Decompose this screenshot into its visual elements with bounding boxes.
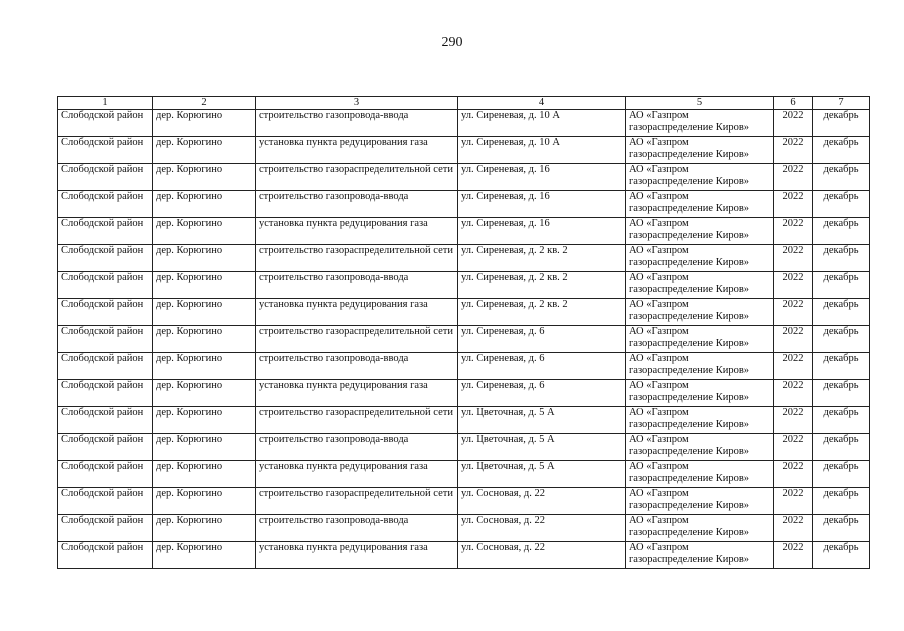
month-cell: декабрь xyxy=(813,164,870,191)
address-cell: ул. Сиреневая, д. 6 xyxy=(458,326,626,353)
address-cell: ул. Сосновая, д. 22 xyxy=(458,488,626,515)
organization-cell: АО «Газпром газораспределение Киров» xyxy=(626,326,774,353)
organization-cell: АО «Газпром газораспределение Киров» xyxy=(626,353,774,380)
year-cell: 2022 xyxy=(774,218,813,245)
work-type-cell: установка пункта редуцирования газа xyxy=(256,380,458,407)
locality-cell: дер. Корюгино xyxy=(153,353,256,380)
address-cell: ул. Сиреневая, д. 6 xyxy=(458,353,626,380)
organization-cell: АО «Газпром газораспределение Киров» xyxy=(626,434,774,461)
month-cell: декабрь xyxy=(813,245,870,272)
month-cell: декабрь xyxy=(813,272,870,299)
district-cell: Слободской район xyxy=(58,272,153,299)
column-header: 4 xyxy=(458,97,626,110)
district-cell: Слободской район xyxy=(58,218,153,245)
work-type-cell: строительство газопровода-ввода xyxy=(256,272,458,299)
month-cell: декабрь xyxy=(813,515,870,542)
year-cell: 2022 xyxy=(774,137,813,164)
district-cell: Слободской район xyxy=(58,488,153,515)
table-row xyxy=(58,380,870,407)
work-type-cell: установка пункта редуцирования газа xyxy=(256,218,458,245)
district-cell: Слободской район xyxy=(58,110,153,137)
locality-cell: дер. Корюгино xyxy=(153,299,256,326)
month-cell: декабрь xyxy=(813,299,870,326)
year-cell: 2022 xyxy=(774,434,813,461)
work-type-cell: установка пункта редуцирования газа xyxy=(256,137,458,164)
organization-cell: АО «Газпром газораспределение Киров» xyxy=(626,299,774,326)
work-type-cell: строительство газораспределительной сети xyxy=(256,326,458,353)
locality-cell: дер. Корюгино xyxy=(153,245,256,272)
address-cell: ул. Сиреневая, д. 2 кв. 2 xyxy=(458,299,626,326)
organization-cell: АО «Газпром газораспределение Киров» xyxy=(626,380,774,407)
year-cell: 2022 xyxy=(774,245,813,272)
organization-cell: АО «Газпром газораспределение Киров» xyxy=(626,245,774,272)
month-cell: декабрь xyxy=(813,353,870,380)
column-header: 3 xyxy=(256,97,458,110)
district-cell: Слободской район xyxy=(58,137,153,164)
year-cell: 2022 xyxy=(774,380,813,407)
address-cell: ул. Цветочная, д. 5 А xyxy=(458,434,626,461)
year-cell: 2022 xyxy=(774,164,813,191)
year-cell: 2022 xyxy=(774,110,813,137)
organization-cell: АО «Газпром газораспределение Киров» xyxy=(626,272,774,299)
work-type-cell: строительство газораспределительной сети xyxy=(256,407,458,434)
address-cell: ул. Сиреневая, д. 2 кв. 2 xyxy=(458,245,626,272)
locality-cell: дер. Корюгино xyxy=(153,542,256,569)
month-cell: декабрь xyxy=(813,218,870,245)
district-cell: Слободской район xyxy=(58,461,153,488)
year-cell: 2022 xyxy=(774,272,813,299)
district-cell: Слободской район xyxy=(58,515,153,542)
table-row xyxy=(58,191,870,218)
locality-cell: дер. Корюгино xyxy=(153,380,256,407)
month-cell: декабрь xyxy=(813,137,870,164)
locality-cell: дер. Корюгино xyxy=(153,515,256,542)
work-type-cell: строительство газопровода-ввода xyxy=(256,515,458,542)
work-type-cell: строительство газопровода-ввода xyxy=(256,353,458,380)
district-cell: Слободской район xyxy=(58,245,153,272)
page-number: 290 xyxy=(441,35,463,50)
locality-cell: дер. Корюгино xyxy=(153,488,256,515)
column-number-row xyxy=(58,97,870,110)
month-cell: декабрь xyxy=(813,326,870,353)
district-cell: Слободской район xyxy=(58,434,153,461)
address-cell: ул. Сиреневая, д. 10 А xyxy=(458,137,626,164)
month-cell: декабрь xyxy=(813,380,870,407)
work-type-cell: строительство газопровода-ввода xyxy=(256,110,458,137)
table-row xyxy=(58,488,870,515)
work-type-cell: установка пункта редуцирования газа xyxy=(256,299,458,326)
column-header: 7 xyxy=(813,97,870,110)
locality-cell: дер. Корюгино xyxy=(153,218,256,245)
district-cell: Слободской район xyxy=(58,299,153,326)
month-cell: декабрь xyxy=(813,191,870,218)
organization-cell: АО «Газпром газораспределение Киров» xyxy=(626,137,774,164)
year-cell: 2022 xyxy=(774,488,813,515)
address-cell: ул. Сиреневая, д. 16 xyxy=(458,191,626,218)
district-cell: Слободской район xyxy=(58,407,153,434)
year-cell: 2022 xyxy=(774,326,813,353)
organization-cell: АО «Газпром газораспределение Киров» xyxy=(626,407,774,434)
locality-cell: дер. Корюгино xyxy=(153,191,256,218)
year-cell: 2022 xyxy=(774,407,813,434)
locality-cell: дер. Корюгино xyxy=(153,164,256,191)
district-cell: Слободской район xyxy=(58,353,153,380)
month-cell: декабрь xyxy=(813,461,870,488)
column-header: 2 xyxy=(153,97,256,110)
address-cell: ул. Цветочная, д. 5 А xyxy=(458,461,626,488)
table-row xyxy=(58,434,870,461)
locality-cell: дер. Корюгино xyxy=(153,461,256,488)
address-cell: ул. Сосновая, д. 22 xyxy=(458,515,626,542)
organization-cell: АО «Газпром газораспределение Киров» xyxy=(626,515,774,542)
month-cell: декабрь xyxy=(813,110,870,137)
organization-cell: АО «Газпром газораспределение Киров» xyxy=(626,110,774,137)
locality-cell: дер. Корюгино xyxy=(153,137,256,164)
locality-cell: дер. Корюгино xyxy=(153,272,256,299)
table-row xyxy=(58,353,870,380)
column-header: 6 xyxy=(774,97,813,110)
district-cell: Слободской район xyxy=(58,542,153,569)
work-type-cell: строительство газораспределительной сети xyxy=(256,245,458,272)
work-type-cell: строительство газопровода-ввода xyxy=(256,434,458,461)
table-row xyxy=(58,461,870,488)
column-header: 1 xyxy=(58,97,153,110)
locality-cell: дер. Корюгино xyxy=(153,407,256,434)
year-cell: 2022 xyxy=(774,191,813,218)
organization-cell: АО «Газпром газораспределение Киров» xyxy=(626,191,774,218)
month-cell: декабрь xyxy=(813,434,870,461)
table-row xyxy=(58,515,870,542)
organization-cell: АО «Газпром газораспределение Киров» xyxy=(626,218,774,245)
organization-cell: АО «Газпром газораспределение Киров» xyxy=(626,488,774,515)
year-cell: 2022 xyxy=(774,542,813,569)
month-cell: декабрь xyxy=(813,488,870,515)
address-cell: ул. Сиреневая, д. 16 xyxy=(458,218,626,245)
locality-cell: дер. Корюгино xyxy=(153,110,256,137)
address-cell: ул. Цветочная, д. 5 А xyxy=(458,407,626,434)
table-body xyxy=(58,110,870,569)
work-type-cell: установка пункта редуцирования газа xyxy=(256,461,458,488)
locality-cell: дер. Корюгино xyxy=(153,434,256,461)
organization-cell: АО «Газпром газораспределение Киров» xyxy=(626,461,774,488)
schedule-table xyxy=(57,96,870,569)
address-cell: ул. Сиреневая, д. 6 xyxy=(458,380,626,407)
address-cell: ул. Сиреневая, д. 2 кв. 2 xyxy=(458,272,626,299)
work-type-cell: строительство газопровода-ввода xyxy=(256,191,458,218)
district-cell: Слободской район xyxy=(58,380,153,407)
locality-cell: дер. Корюгино xyxy=(153,326,256,353)
work-type-cell: строительство газораспределительной сети xyxy=(256,164,458,191)
work-type-cell: строительство газораспределительной сети xyxy=(256,488,458,515)
table-row xyxy=(58,137,870,164)
year-cell: 2022 xyxy=(774,299,813,326)
address-cell: ул. Сиреневая, д. 10 А xyxy=(458,110,626,137)
table-row xyxy=(58,542,870,569)
year-cell: 2022 xyxy=(774,353,813,380)
table-row xyxy=(58,245,870,272)
year-cell: 2022 xyxy=(774,461,813,488)
table-row xyxy=(58,326,870,353)
table-row xyxy=(58,299,870,326)
address-cell: ул. Сосновая, д. 22 xyxy=(458,542,626,569)
organization-cell: АО «Газпром газораспределение Киров» xyxy=(626,542,774,569)
month-cell: декабрь xyxy=(813,407,870,434)
column-header: 5 xyxy=(626,97,774,110)
table-row xyxy=(58,272,870,299)
table-row xyxy=(58,407,870,434)
table-row xyxy=(58,164,870,191)
district-cell: Слободской район xyxy=(58,326,153,353)
district-cell: Слободской район xyxy=(58,164,153,191)
district-cell: Слободской район xyxy=(58,191,153,218)
table-row xyxy=(58,110,870,137)
organization-cell: АО «Газпром газораспределение Киров» xyxy=(626,164,774,191)
work-type-cell: установка пункта редуцирования газа xyxy=(256,542,458,569)
year-cell: 2022 xyxy=(774,515,813,542)
table-row xyxy=(58,218,870,245)
month-cell: декабрь xyxy=(813,542,870,569)
address-cell: ул. Сиреневая, д. 16 xyxy=(458,164,626,191)
